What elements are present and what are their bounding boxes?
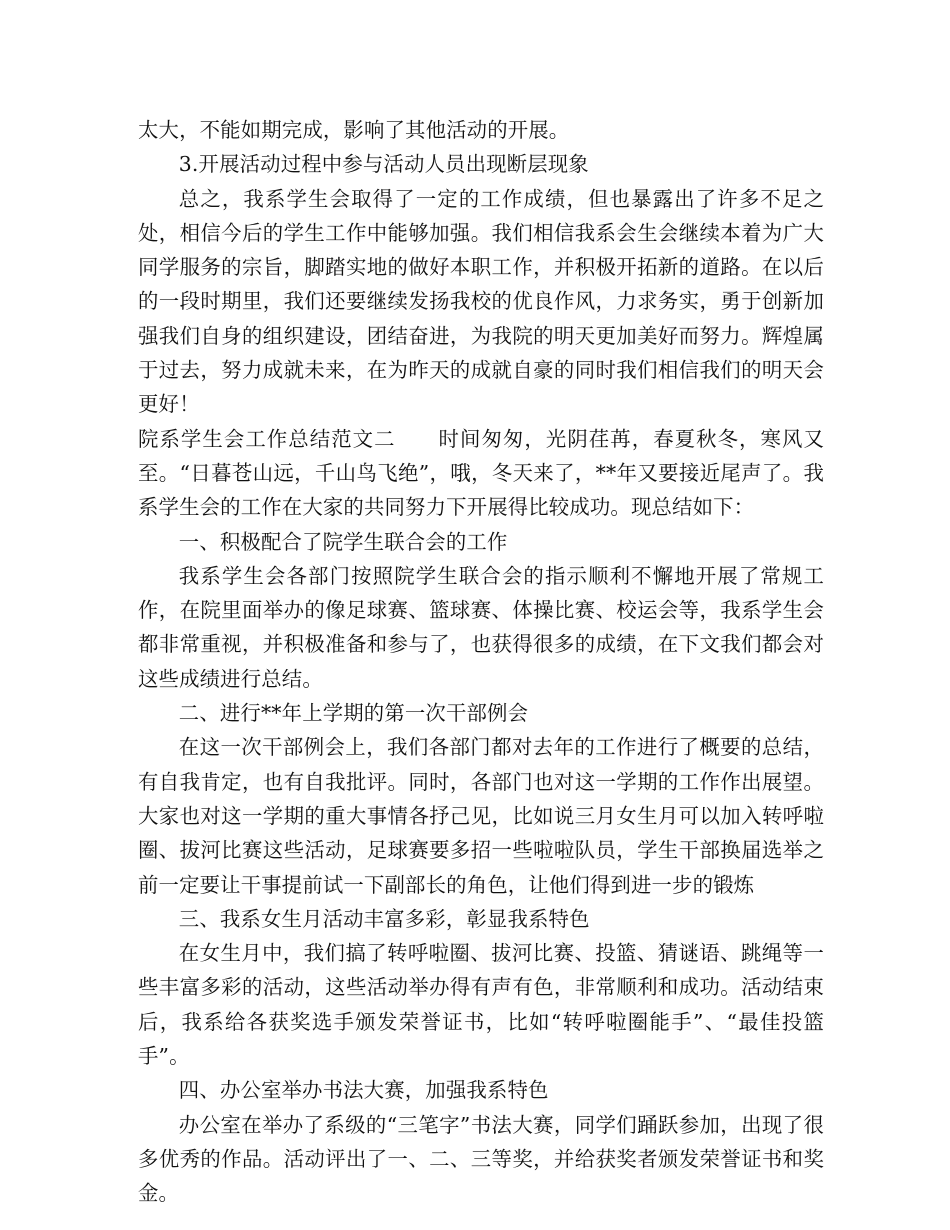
list-item-3: 3.开展活动过程中参与活动人员出现断层现象 [178, 152, 589, 177]
section-body-4: 办公室在举办了系级的“三笔字”书法大赛，同学们踊跃参加，出现了很多优秀的作品。活动评出了一、二、三等奖，并给获奖者颁发荣誉证书和奖金。 [138, 1112, 824, 1206]
paragraph-1: 太大，不能如期完成，影响了其他活动的开展。 [138, 118, 570, 142]
section-heading-1: 一、积极配合了院学生联合会的工作 [178, 529, 508, 554]
summary-paragraph: 总之，我系学生会取得了一定的工作成绩，但也暴露出了许多不足之处，相信今后的学生工作中能够加强。我们相信我系会生会继续本着为广大同学服务的宗旨，脚踏实地的做好本职工作，并积极开拓新的道路。在以后的一段时期里，我们还要继续发扬我校的优良作风，力求务实，勇于创新加强我们自身的组织建设，团结奋进，为我院的明天更加美好而努力。辉煌属于过去，努力成就未来，在为昨天的成就自豪的同时我们相信我们的明天会更好！ [138, 186, 824, 417]
section-heading-3: 三、我系女生月活动丰富多彩，彰显我系特色 [178, 906, 590, 931]
section-body-2: 在这一次干部例会上，我们各部门都对去年的工作进行了概要的总结，有自我肯定，也有自我批评。同时，各部门也对这一学期的工作作出展望。大家也对这一学期的重大事情各抒己见，比如说三月女生月可以加入转呼啦圈、拔河比赛这些活动，足球赛要多招一些啦啦队员，学生干部换届选举之前一定要让干事提前试一下副部长的角色，让他们得到进一步的锻炼 [138, 735, 824, 897]
document-body [138, 113, 824, 1211]
section-heading-2: 二、进行**年上学期的第一次干部例会 [178, 701, 529, 726]
section-body-1: 我系学生会各部门按照院学生联合会的指示顺利不懈地开展了常规工作，在院里面举办的像足球赛、篮球赛、体操比赛、校运会等，我系学生会都非常重视，并积极准备和参与了，也获得很多的成绩，在下文我们都会对这些成绩进行总结。 [138, 563, 824, 691]
section-heading-4: 四、办公室举办书法大赛，加强我系特色 [178, 1078, 549, 1103]
sample-two-intro: 院系学生会工作总结范文二 时间匆匆，光阴荏苒，春夏秋冬，寒风又至。“日暮苍山远，千山鸟飞绝”，哦，冬天来了，**年又要接近尾声了。我系学生会的工作在大家的共同努力下开展得比较成功。现总结如下： [138, 426, 824, 520]
section-body-3: 在女生月中，我们搞了转呼啦圈、拔河比赛、投篮、猜谜语、跳绳等一些丰富多彩的活动，这些活动举办得有声有色，非常顺利和成功。活动结束后，我系给各获奖选手颁发荣誉证书，比如“转呼啦圈能手”、“最佳投篮手”。 [138, 941, 824, 1069]
